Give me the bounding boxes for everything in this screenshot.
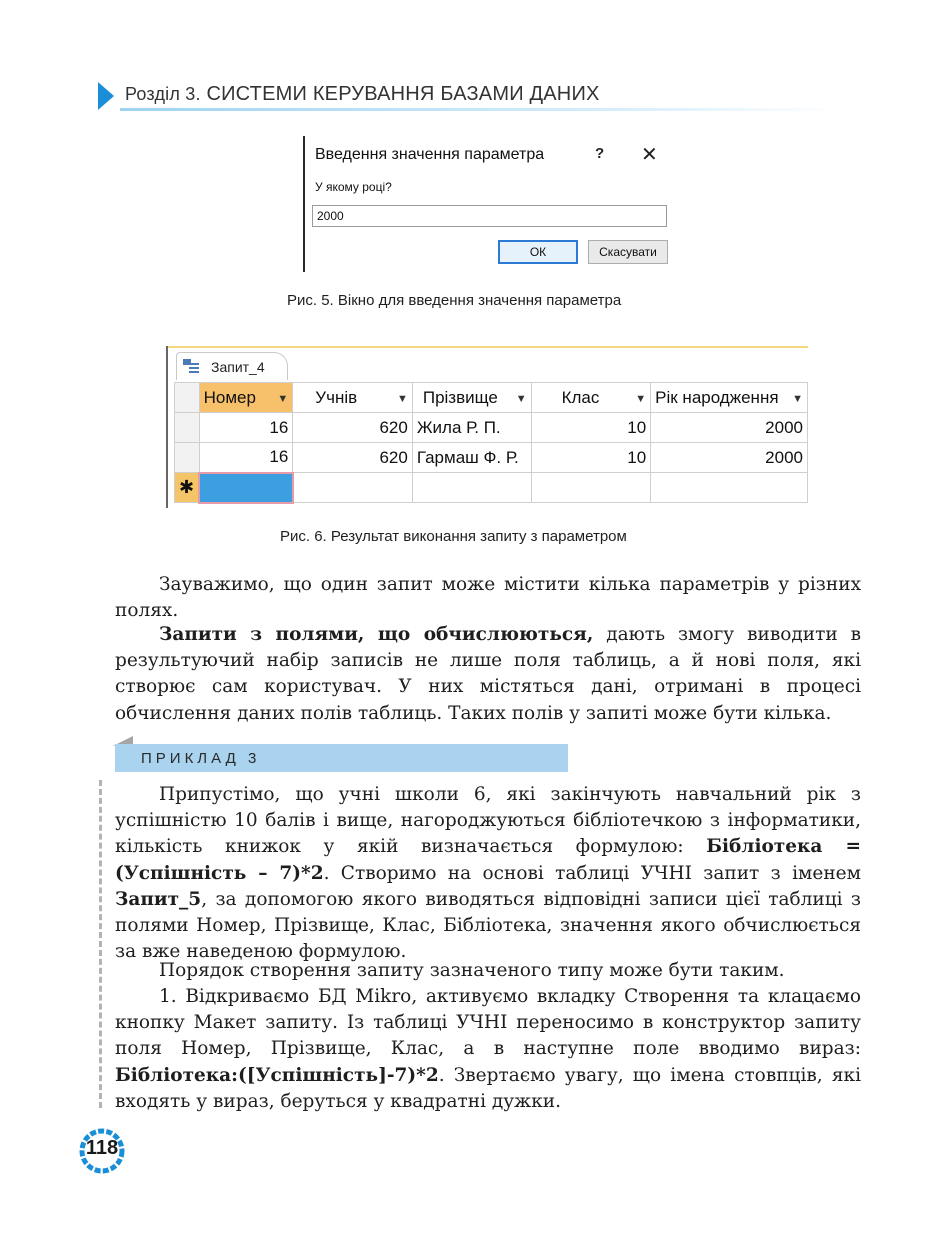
new-record-cell[interactable]: [293, 473, 413, 503]
dropdown-arrow-icon[interactable]: ▼: [635, 392, 647, 405]
paragraph-order: [115, 958, 861, 984]
paragraph-text: , за допомогою якого виводяться відповідні записи цієї таблиці з полями Номер, Прізвище, Клас, Бібліотека, значення якого обчислюється за вже наведеною формулою.: [115, 888, 861, 963]
expression-bold: Бібліотека:([Успішність]-7)*2: [115, 1064, 439, 1086]
formula-bold: Бібліотека = (Успішність – 7)*2: [115, 836, 862, 884]
paragraph-text: Зауважимо, що один запит може містити кілька параметрів у різних полях.: [115, 574, 861, 622]
paragraph-text: Порядок створення запиту зазначеного типу може бути таким.: [159, 960, 785, 981]
section-prefix: Розділ 3.: [125, 84, 201, 104]
dropdown-arrow-icon[interactable]: ▼: [277, 392, 289, 405]
new-record-cell[interactable]: [412, 473, 531, 503]
column-header-nomer[interactable]: [199, 383, 293, 413]
figure-5-caption: Рис. 5. Вікно для введення значення параметра: [287, 292, 622, 309]
paragraph-example: [115, 782, 861, 965]
paragraph-text: дають змогу виводити в результуючий набір записів не лише поля таблиць, а й нові поля, які створює сам користувач. У них містяться дані, отримані в процесі обчислення даних полів таблиць. Таких полів у запиті може бути кілька.: [115, 624, 861, 724]
dialog-prompt: У якому році?: [315, 180, 392, 194]
cell-uchniv[interactable]: 620: [293, 443, 413, 473]
cell-klas[interactable]: 10: [531, 413, 651, 443]
paragraph-text: 1. Відкриваємо БД Mikro, активуємо вкладку Створення та клацаємо кнопку Макет запиту. Із таблиці УЧНІ переносимо в конструктор запиту поля Номер, Прізвище, Клас, а в наступне поле вводимо вираз:: [115, 986, 861, 1060]
dropdown-arrow-icon[interactable]: ▼: [792, 392, 803, 405]
section-title: СИСТЕМИ КЕРУВАННЯ БАЗАМИ ДАНИХ: [206, 83, 600, 105]
row-selector[interactable]: [175, 413, 200, 443]
paragraph-text: . Створимо на основі таблиці УЧНІ запит з іменем: [323, 862, 861, 884]
header-rule: [120, 108, 840, 111]
paragraph-step-1: [115, 984, 861, 1115]
tab-query-4[interactable]: [176, 352, 288, 380]
new-record-row[interactable]: [175, 473, 808, 503]
dropdown-arrow-icon[interactable]: ▼: [515, 392, 527, 405]
running-header: [125, 83, 600, 106]
query-name-bold: Запит_5: [115, 888, 202, 910]
column-header-uchniv[interactable]: [293, 383, 413, 413]
parameter-input[interactable]: 2000: [312, 205, 667, 227]
column-header-label: Прізвище: [422, 387, 498, 407]
cell-nomer[interactable]: 16: [199, 413, 293, 443]
datasheet-grid: [174, 382, 808, 504]
table-row[interactable]: [175, 443, 808, 473]
paragraph-text: Припустімо, що учні школи 6, які закінчують навчальний рік з успішністю 10 балів і вище, нагороджуються бібліотечкою з інформатики, кількість книжок у якій визначається формулою:: [115, 784, 861, 858]
ok-button[interactable]: ОК: [498, 240, 578, 264]
cell-rik[interactable]: 2000: [651, 413, 808, 443]
new-record-icon: ✱: [175, 473, 200, 503]
query-datasheet: [166, 346, 808, 508]
column-header-label: Учнів: [315, 387, 358, 407]
column-header-rik[interactable]: [651, 383, 808, 413]
example-margin-rule: [99, 780, 102, 1108]
section-marker-icon: [98, 82, 114, 110]
navpane-edge: [166, 346, 168, 508]
dropdown-arrow-icon[interactable]: ▼: [396, 392, 408, 405]
column-header-label: Рік народження: [655, 387, 779, 407]
select-all-cell[interactable]: [175, 383, 200, 413]
ribbon-edge: [166, 346, 808, 348]
dialog-title: Введення значення параметра: [315, 146, 545, 163]
parameter-dialog: [303, 136, 671, 272]
tab-label: Запит_4: [211, 359, 265, 375]
example-label: ПРИКЛАД 3: [141, 750, 261, 767]
cell-rik[interactable]: 2000: [651, 443, 808, 473]
cell-prizvyshche[interactable]: Жила Р. П.: [412, 413, 531, 443]
cell-klas[interactable]: 10: [531, 443, 651, 473]
cell-nomer[interactable]: 16: [199, 443, 293, 473]
table-row[interactable]: [175, 413, 808, 443]
column-header-klas[interactable]: [531, 383, 651, 413]
new-record-cell[interactable]: [651, 473, 808, 503]
new-record-cell-nomer[interactable]: [199, 473, 293, 503]
figure-6-caption: Рис. 6. Результат виконання запиту з параметром: [280, 528, 627, 545]
row-selector[interactable]: [175, 443, 200, 473]
cell-uchniv[interactable]: 620: [293, 413, 413, 443]
column-header-label: Клас: [561, 387, 600, 407]
new-record-cell[interactable]: [531, 473, 651, 503]
column-header-prizvyshche[interactable]: [412, 383, 531, 413]
paragraph-params: [115, 572, 861, 624]
header-row: [175, 383, 808, 413]
cell-prizvyshche[interactable]: Гармаш Ф. Р.: [412, 443, 531, 473]
paragraph-calculated-fields: [115, 622, 861, 727]
close-icon[interactable]: ✕: [641, 144, 658, 166]
cancel-button[interactable]: Скасувати: [588, 240, 668, 264]
column-header-label: Номер: [203, 387, 256, 407]
query-icon: [183, 359, 199, 373]
help-icon[interactable]: ?: [595, 145, 605, 162]
page-number: 118: [85, 1137, 119, 1159]
term-bold: Запити з полями, що обчислюються,: [159, 624, 594, 645]
paragraph-text: . Звертаємо увагу, що імена стовпців, які входять у вираз, беруться у квадратні дужки.: [115, 1064, 861, 1112]
